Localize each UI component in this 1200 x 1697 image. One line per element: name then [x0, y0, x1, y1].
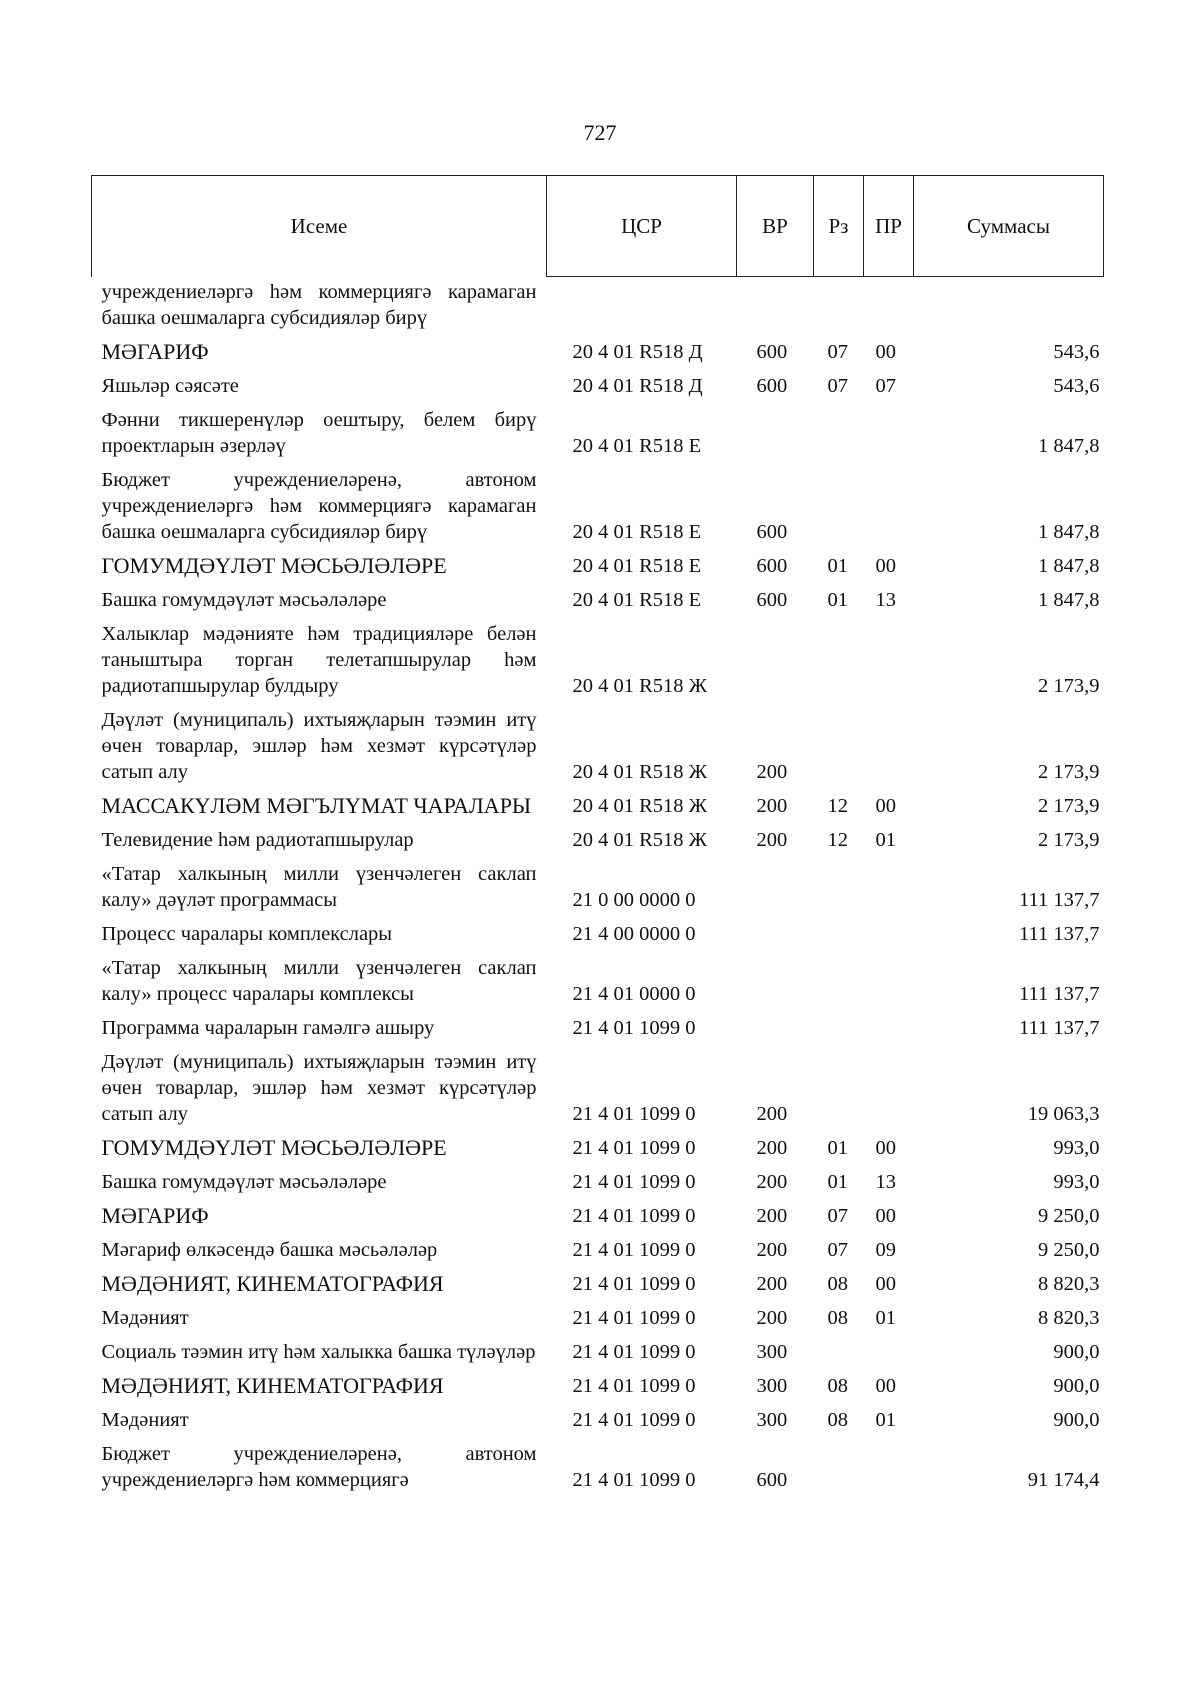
cell-sum: 111 137,7	[1019, 922, 1100, 945]
cell-rz: 08	[827, 1374, 848, 1397]
cell-csr: 21 4 01 1099 0	[572, 1170, 696, 1193]
cell-name: Социаль тәэмин итү һәм халыкка башка түләүләр	[101, 1340, 536, 1363]
cell-vr: 600	[756, 340, 788, 363]
cell-name: Дәүләт (муниципаль) ихтыяҗларын тәэмин итү өчен товарлар, эшләр һәм хезмәт күрсәтүләр сатып алу	[101, 708, 537, 783]
cell-rz	[814, 917, 864, 951]
table-row	[92, 917, 1104, 951]
cell-csr: 20 4 01 R518 Е	[572, 520, 702, 543]
cell-name: Бюджет учреждениеләренә, автоном учреждениеләргә һәм коммерциягә карамаган башка оешмаларга субсидияләр бирү	[101, 468, 537, 543]
cell-csr: 20 4 01 R518 Е	[572, 554, 702, 577]
cell-sum: 111 137,7	[1019, 888, 1100, 911]
cell-pr	[864, 1011, 914, 1045]
cell-name: Халыклар мәдәнияте һәм традицияләре белән таныштыра торган телетапшырулар һәм радиотапшырулар булдыру	[101, 622, 537, 697]
page-number: 727	[583, 120, 617, 145]
table-row	[92, 1045, 1104, 1131]
cell-vr: 300	[756, 1340, 788, 1363]
cell-sum: 9 250,0	[1038, 1238, 1100, 1261]
cell-csr: 20 4 01 R518 Е	[572, 588, 702, 611]
cell-rz: 01	[827, 1136, 848, 1159]
table-row	[92, 463, 1104, 549]
cell-csr: 20 4 01 R518 Ж	[572, 674, 708, 697]
table-row	[92, 583, 1104, 617]
cell-name: МӘДӘНИЯТ, КИНЕМАТОГРАФИЯ	[101, 1270, 444, 1296]
cell-pr	[864, 857, 914, 917]
cell-sum: 111 137,7	[1019, 982, 1100, 1005]
cell-pr	[864, 917, 914, 951]
cell-sum: 8 820,3	[1038, 1306, 1100, 1329]
cell-csr: 20 4 01 R518 Ж	[572, 794, 708, 817]
table-header	[92, 176, 1104, 277]
cell-sum: 2 173,9	[1038, 794, 1100, 817]
cell-csr: 21 4 01 1099 0	[572, 1238, 696, 1261]
table-row	[92, 1011, 1104, 1045]
cell-vr: 600	[756, 554, 788, 577]
cell-csr: 20 4 01 R518 Д	[572, 340, 703, 363]
cell-sum: 993,0	[1053, 1170, 1100, 1193]
cell-rz	[814, 857, 864, 917]
cell-pr: 07	[875, 374, 896, 397]
cell-rz	[814, 951, 864, 1011]
cell-vr: 300	[756, 1408, 788, 1431]
cell-pr: 00	[875, 1136, 896, 1159]
cell-vr: 200	[756, 760, 788, 783]
cell-name: учреждениеләргә һәм коммерциягә карамаган башка оешмаларга субсидияләр бирү	[101, 280, 537, 329]
table-row	[92, 857, 1104, 917]
cell-pr	[864, 703, 914, 789]
cell-name: Башка гомумдәүләт мәсьәләләре	[101, 588, 387, 611]
cell-csr: 20 4 01 R518 Ж	[572, 760, 708, 783]
cell-sum: 1 847,8	[1038, 554, 1100, 577]
table-row	[92, 1403, 1104, 1437]
cell-rz: 01	[827, 554, 848, 577]
cell-sum: 2 173,9	[1038, 828, 1100, 851]
cell-pr	[864, 277, 914, 335]
cell-vr: 200	[756, 1272, 788, 1295]
cell-pr	[864, 617, 914, 703]
cell-name: Фәнни тикшеренүләр оештыру, белем бирү проектларын әзерләү	[101, 408, 537, 457]
cell-vr: 200	[756, 1306, 788, 1329]
cell-rz: 07	[827, 1204, 848, 1227]
cell-name: МАССАКҮЛӘМ МӘГЪЛҮМАТ ЧАРАЛАРЫ	[101, 792, 532, 818]
cell-sum: 8 820,3	[1038, 1272, 1100, 1295]
cell-name: Бюджет учреждениеләренә, автоном учреждениеләргә һәм коммерциягә	[101, 1442, 537, 1491]
cell-vr: 200	[756, 1204, 788, 1227]
cell-vr: 300	[756, 1374, 788, 1397]
cell-pr: 09	[875, 1238, 896, 1261]
cell-pr	[864, 463, 914, 549]
cell-sum: 543,6	[1053, 340, 1100, 363]
cell-pr	[864, 1045, 914, 1131]
cell-csr: 21 4 01 1099 0	[572, 1272, 696, 1295]
cell-sum: 900,0	[1053, 1340, 1100, 1363]
cell-name: Программа чараларын гамәлгә ашыру	[101, 1016, 435, 1039]
table-row	[92, 1369, 1104, 1403]
cell-sum: 91 174,4	[1027, 1468, 1100, 1491]
cell-rz: 01	[827, 588, 848, 611]
cell-sum	[914, 277, 1104, 335]
cell-name: «Татар халкының милли үзенчәлеген саклап калу» дәүләт программасы	[101, 862, 537, 911]
cell-pr: 13	[875, 588, 896, 611]
cell-sum: 993,0	[1053, 1136, 1100, 1159]
cell-vr: 200	[756, 794, 788, 817]
cell-csr	[547, 277, 737, 335]
cell-name: МӘГАРИФ	[101, 338, 209, 364]
cell-vr	[737, 951, 814, 1011]
cell-pr	[864, 951, 914, 1011]
cell-csr: 21 4 01 1099 0	[572, 1468, 696, 1491]
table-body	[92, 277, 1104, 1497]
table-row	[92, 1233, 1104, 1267]
table-row	[92, 617, 1104, 703]
table-row	[92, 549, 1104, 583]
header-rz: Рз	[814, 176, 864, 277]
cell-sum: 900,0	[1053, 1408, 1100, 1431]
cell-vr: 600	[756, 520, 788, 543]
cell-csr: 20 4 01 R518 Е	[572, 434, 702, 457]
cell-vr	[737, 403, 814, 463]
cell-name: Мәгариф өлкәсендә башка мәсьәләләр	[101, 1238, 438, 1261]
table-row	[92, 951, 1104, 1011]
cell-vr	[737, 857, 814, 917]
cell-rz: 08	[827, 1408, 848, 1431]
cell-csr: 20 4 01 R518 Ж	[572, 828, 708, 851]
cell-sum: 1 847,8	[1038, 434, 1100, 457]
cell-csr: 21 4 01 1099 0	[572, 1340, 696, 1363]
cell-sum: 1 847,8	[1038, 520, 1100, 543]
cell-sum: 543,6	[1053, 374, 1100, 397]
cell-pr: 00	[875, 554, 896, 577]
table-row	[92, 1199, 1104, 1233]
table-row	[92, 1165, 1104, 1199]
cell-rz	[814, 277, 864, 335]
cell-pr: 00	[875, 794, 896, 817]
cell-pr: 01	[875, 1306, 896, 1329]
cell-name: Мәдәният	[101, 1408, 189, 1431]
cell-name: Дәүләт (муниципаль) ихтыяҗларын тәэмин итү өчен товарлар, эшләр һәм хезмәт күрсәтүләр сатып алу	[101, 1050, 537, 1125]
cell-rz: 07	[827, 374, 848, 397]
cell-name: МӘГАРИФ	[101, 1202, 209, 1228]
cell-rz	[814, 617, 864, 703]
header-sum: Суммасы	[914, 176, 1104, 277]
cell-rz: 01	[827, 1170, 848, 1193]
cell-vr: 200	[756, 828, 788, 851]
cell-pr: 00	[875, 340, 896, 363]
cell-name: МӘДӘНИЯТ, КИНЕМАТОГРАФИЯ	[101, 1372, 444, 1398]
cell-csr: 21 4 01 1099 0	[572, 1306, 696, 1329]
cell-pr: 01	[875, 1408, 896, 1431]
cell-name: Яшьләр сәясәте	[101, 374, 239, 397]
cell-rz: 08	[827, 1306, 848, 1329]
table-row	[92, 1437, 1104, 1497]
cell-pr: 00	[875, 1272, 896, 1295]
header-vr: ВР	[737, 176, 814, 277]
cell-vr	[737, 917, 814, 951]
cell-pr	[864, 1335, 914, 1369]
table-row	[92, 277, 1104, 335]
cell-csr: 21 4 01 1099 0	[572, 1136, 696, 1159]
cell-name: Мәдәният	[101, 1306, 189, 1329]
cell-csr: 21 4 01 1099 0	[572, 1016, 696, 1039]
cell-sum: 2 173,9	[1038, 760, 1100, 783]
cell-rz	[814, 703, 864, 789]
cell-rz	[814, 1437, 864, 1497]
cell-rz: 12	[827, 794, 848, 817]
cell-vr: 200	[756, 1238, 788, 1261]
cell-vr: 600	[756, 374, 788, 397]
table-row	[92, 1301, 1104, 1335]
cell-vr: 200	[756, 1170, 788, 1193]
cell-name: Башка гомумдәүләт мәсьәләләре	[101, 1170, 387, 1193]
table-row	[92, 1131, 1104, 1165]
cell-rz: 12	[827, 828, 848, 851]
cell-rz	[814, 403, 864, 463]
header-name: Исеме	[92, 176, 547, 277]
cell-name: «Татар халкының милли үзенчәлеген саклап калу» процесс чаралары комплексы	[101, 956, 537, 1005]
cell-sum: 19 063,3	[1027, 1102, 1100, 1125]
cell-rz	[814, 1011, 864, 1045]
cell-vr	[737, 277, 814, 335]
cell-csr: 21 0 00 0000 0	[572, 888, 696, 911]
cell-rz	[814, 1045, 864, 1131]
cell-rz	[814, 1335, 864, 1369]
header-csr: ЦСР	[547, 176, 737, 277]
cell-sum: 1 847,8	[1038, 588, 1100, 611]
cell-pr: 13	[875, 1170, 896, 1193]
cell-name: ГОМУМДӘҮЛӘТ МӘСЬӘЛӘЛӘРЕ	[101, 552, 447, 578]
cell-pr	[864, 1437, 914, 1497]
cell-vr: 600	[756, 1468, 788, 1491]
cell-rz: 07	[827, 1238, 848, 1261]
cell-name: Телевидение һәм радиотапшырулар	[101, 828, 414, 851]
cell-rz	[814, 463, 864, 549]
cell-rz: 07	[827, 340, 848, 363]
table-row	[92, 335, 1104, 369]
cell-vr: 600	[756, 588, 788, 611]
cell-name: ГОМУМДӘҮЛӘТ МӘСЬӘЛӘЛӘРЕ	[101, 1134, 447, 1160]
budget-table	[91, 175, 1104, 1497]
cell-vr	[737, 617, 814, 703]
cell-csr: 21 4 00 0000 0	[572, 922, 696, 945]
cell-csr: 21 4 01 1099 0	[572, 1204, 696, 1227]
cell-sum: 2 173,9	[1038, 674, 1100, 697]
cell-pr: 00	[875, 1204, 896, 1227]
table-row	[92, 1335, 1104, 1369]
cell-csr: 21 4 01 0000 0	[572, 982, 696, 1005]
table-row	[92, 1267, 1104, 1301]
cell-csr: 21 4 01 1099 0	[572, 1374, 696, 1397]
cell-pr: 00	[875, 1374, 896, 1397]
cell-csr: 20 4 01 R518 Д	[572, 374, 703, 397]
cell-csr: 21 4 01 1099 0	[572, 1408, 696, 1431]
table-row	[92, 369, 1104, 403]
cell-pr: 01	[875, 828, 896, 851]
cell-rz: 08	[827, 1272, 848, 1295]
table-row	[92, 789, 1104, 823]
table-row	[92, 703, 1104, 789]
cell-pr	[864, 403, 914, 463]
cell-sum: 111 137,7	[1019, 1016, 1100, 1039]
cell-name: Процесс чаралары комплекслары	[101, 922, 393, 945]
table-row	[92, 823, 1104, 857]
cell-vr: 200	[756, 1136, 788, 1159]
table-row	[92, 403, 1104, 463]
cell-vr: 200	[756, 1102, 788, 1125]
cell-sum: 900,0	[1053, 1374, 1100, 1397]
cell-sum: 9 250,0	[1038, 1204, 1100, 1227]
cell-csr: 21 4 01 1099 0	[572, 1102, 696, 1125]
header-pr: ПР	[864, 176, 914, 277]
cell-vr	[737, 1011, 814, 1045]
